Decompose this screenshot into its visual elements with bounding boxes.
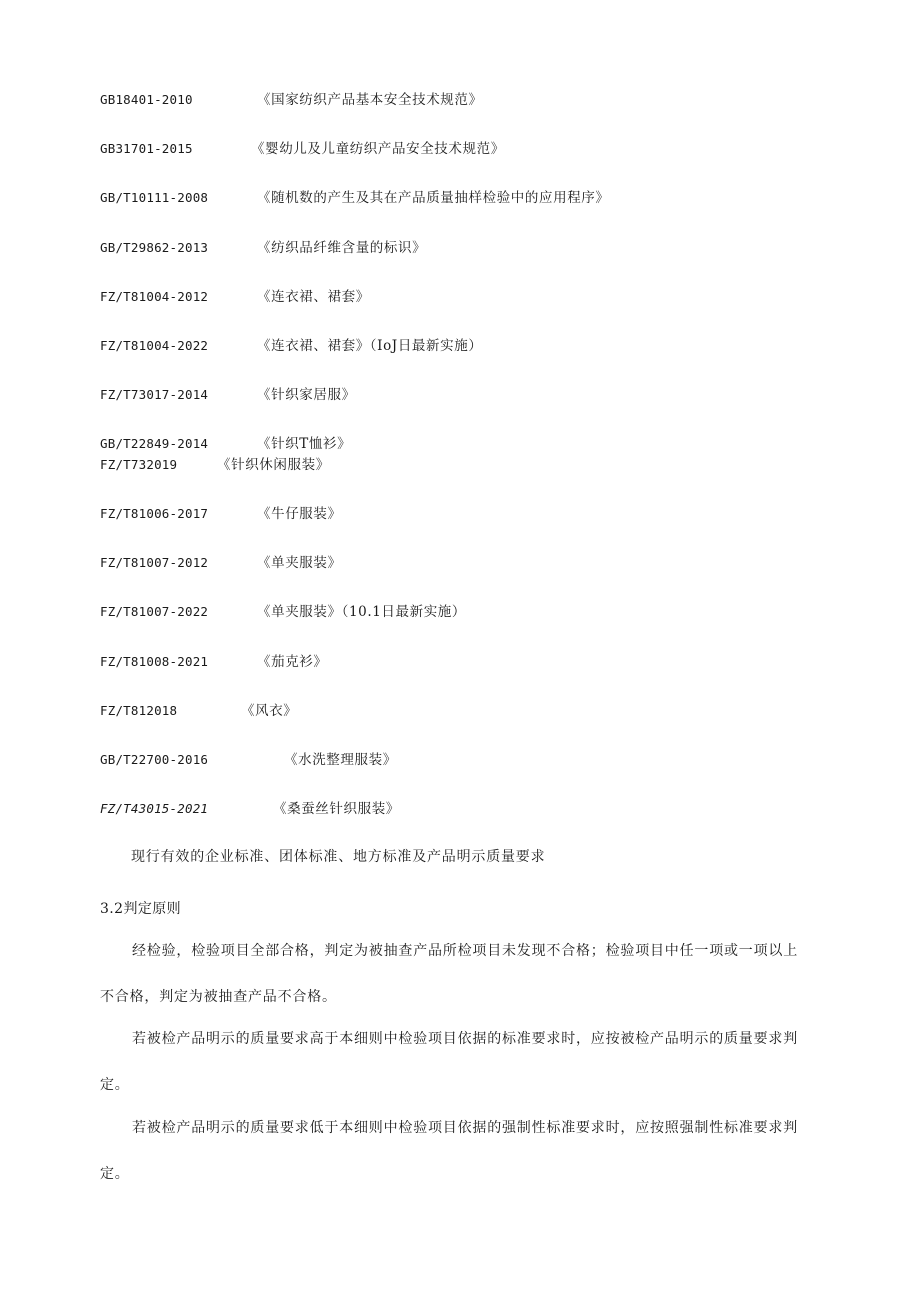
- standard-title: 《连衣裙、裙套》: [257, 289, 370, 305]
- standard-code: FZ/T732019: [100, 457, 178, 472]
- standard-title: 《连衣裙、裙套》（IoJ日最新实施）: [257, 338, 483, 354]
- standard-title: 《牛仔服装》: [257, 506, 342, 522]
- current-standards-note: 现行有效的企业标准、团体标准、地方标准及产品明示质量要求: [131, 849, 546, 865]
- standard-title: 《婴幼儿及儿童纺织产品安全技术规范》: [251, 141, 505, 157]
- standard-title: 《针织休闲服装》: [217, 457, 330, 473]
- standard-title: 《针织T恤衫》: [257, 436, 352, 452]
- paragraph-lower-requirement: 若被检产品明示的质量要求低于本细则中检验项目依据的强制性标准要求时，应按照强制性标准要求判定。: [100, 1120, 798, 1182]
- standard-code: GB/T22849-2014: [100, 436, 209, 451]
- standard-code: FZ/T81006-2017: [100, 506, 209, 521]
- standard-code: FZ/T81004-2012: [100, 289, 209, 304]
- standard-title: 《单夹服装》: [257, 555, 342, 571]
- standard-code: FZ/T81004-2022: [100, 338, 209, 353]
- standard-title: 《桑蚕丝针织服装》: [273, 801, 400, 817]
- standard-title: 《茄克衫》: [257, 654, 328, 670]
- standard-code: FZ/T81008-2021: [100, 654, 209, 669]
- standard-code: GB18401-2010: [100, 92, 193, 107]
- standard-code: GB/T22700-2016: [100, 752, 209, 767]
- standard-title: 《水洗整理服装》: [284, 752, 397, 768]
- standard-code: GB/T29862-2013: [100, 240, 209, 255]
- standard-code: GB/T10111-2008: [100, 190, 209, 205]
- standard-code: GB31701-2015: [100, 141, 193, 156]
- standard-code: FZ/T81007-2012: [100, 555, 209, 570]
- section-heading: 3.2判定原则: [100, 901, 182, 917]
- standard-title: 《针织家居服》: [257, 387, 356, 403]
- standard-title: 《纺织品纤维含量的标识》: [257, 240, 427, 256]
- paragraph-higher-requirement: 若被检产品明示的质量要求高于本细则中检验项目依据的标准要求时，应按被检产品明示的质量要求判定。: [100, 1031, 798, 1093]
- standard-code: FZ/T81007-2022: [100, 604, 209, 619]
- paragraph-judgement-rule: 经检验，检验项目全部合格，判定为被抽查产品所检项目未发现不合格；检验项目中任一项或一项以上不合格，判定为被抽查产品不合格。: [100, 943, 798, 1005]
- standard-title: 《国家纺织产品基本安全技术规范》: [257, 92, 483, 108]
- standard-code: FZ/T43015-2021: [100, 801, 209, 816]
- standard-title: 《风衣》: [241, 703, 298, 719]
- standard-title: 《随机数的产生及其在产品质量抽样检验中的应用程序》: [257, 190, 610, 206]
- standard-code: FZ/T812018: [100, 703, 178, 718]
- standard-code: FZ/T73017-2014: [100, 387, 209, 402]
- standard-title: 《单夹服装》（10.1日最新实施）: [257, 604, 467, 620]
